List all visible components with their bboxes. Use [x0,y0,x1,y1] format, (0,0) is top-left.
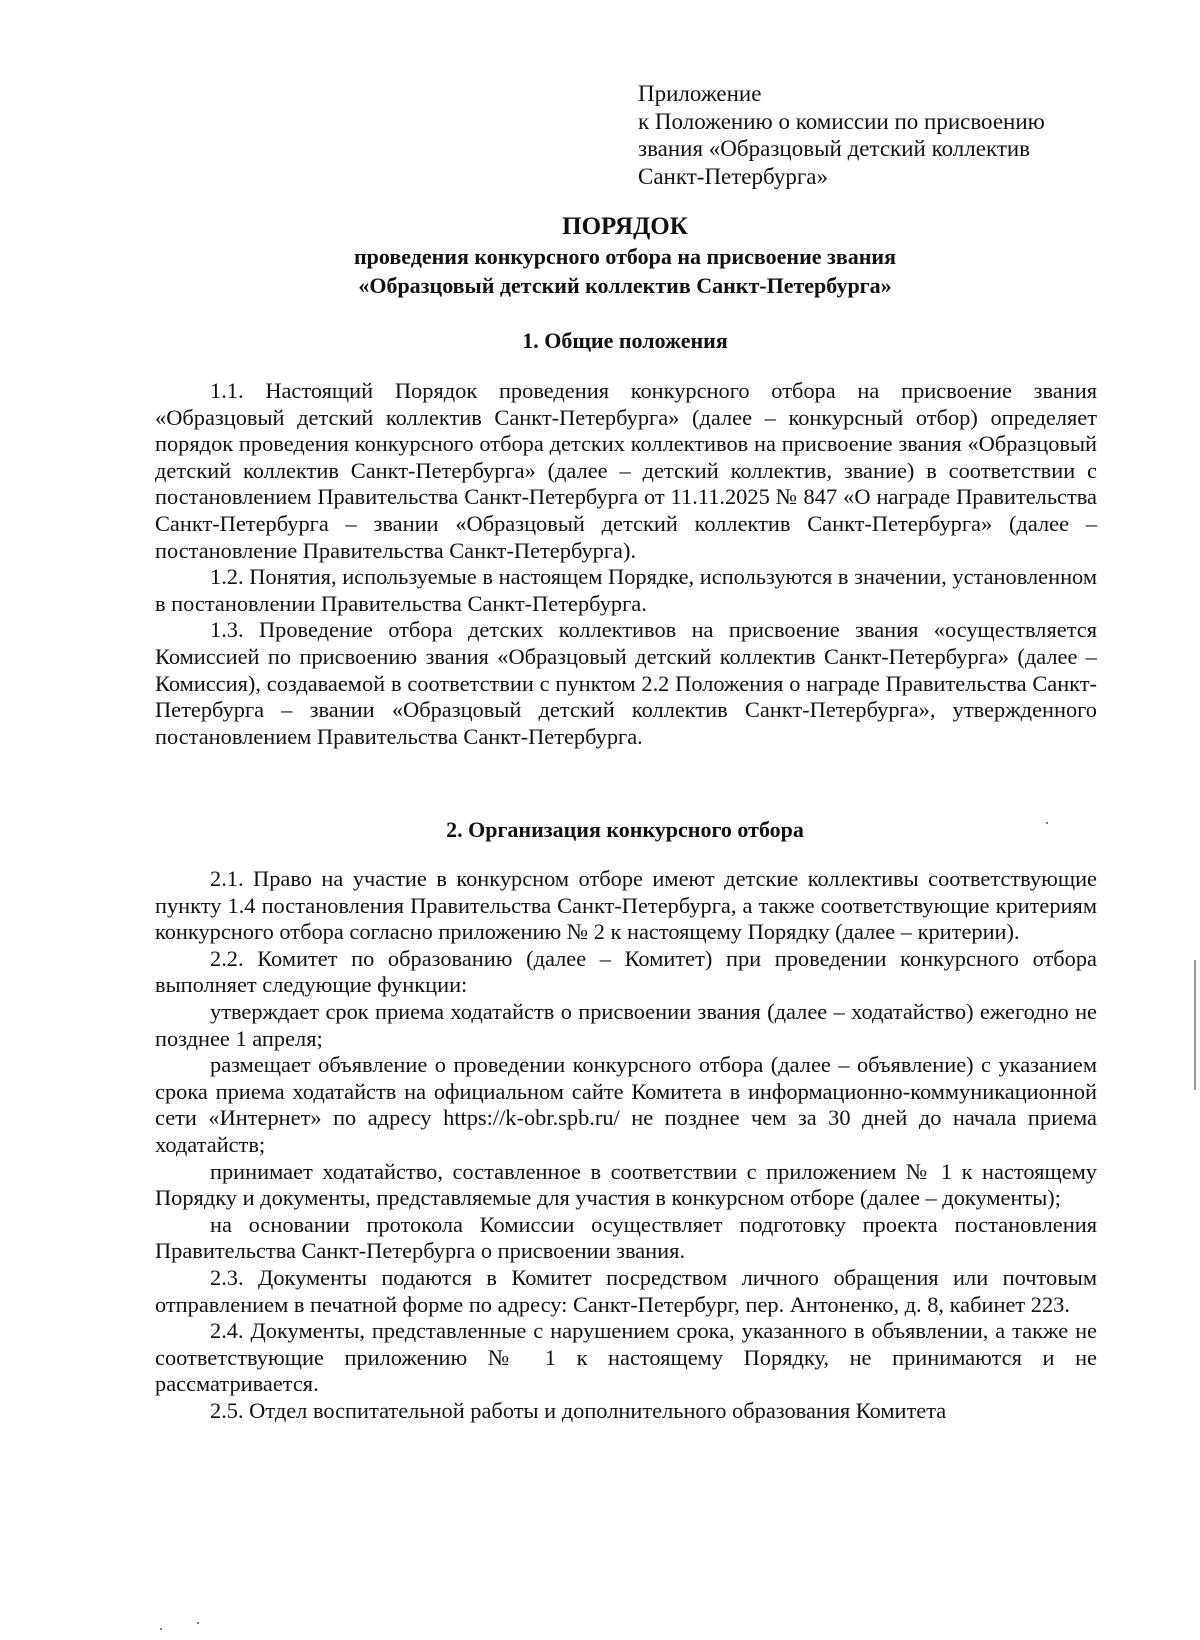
scan-edge-mark [1194,960,1196,1090]
paragraph-1-2: 1.2. Понятия, используемые в настоящем Порядке, используются в значении, установленном в постановлении Правительства Санкт-Петербурга. [155,564,1097,616]
section-1-body [155,378,1097,750]
paragraph-2-2-item-2: размещает объявление о проведении конкурсного отбора (далее – объявление) с указанием срока приема ходатайств на официальном сайте Комитета в информационно-коммуникационной сети «Интернет» по адресу https://k-obr.spb.ru/ не позднее чем за 30 дней до начала приема ходатайств; [155,1052,1097,1157]
paragraph-2-2: 2.2. Комитет по образованию (далее – Комитет) при проведении конкурсного отбора выполняет следующие функции: [155,945,1097,998]
document-title: ПОРЯДОК [562,213,688,240]
paragraph-2-2-item-1: утверждает срок приема ходатайств о присвоении звания (далее – ходатайство) ежегодно не позднее 1 апреля; [155,998,1097,1051]
appendix-line-3: звания «Образцовый детский коллектив [638,136,1031,161]
scan-speck [197,1622,199,1624]
paragraph-2-3: 2.3. Документы подаются в Комитет посредством личного обращения или почтовым отправлением в печатной форме по адресу: Санкт-Петербург, пер. Антоненко, д. 8, кабинет 223. [155,1264,1097,1317]
section-1-heading: 1. Общие положения [522,328,728,353]
appendix-line-1: Приложение [638,81,762,106]
section-2-heading: 2. Организация конкурсного отбора [446,817,804,842]
scan-speck [1046,822,1048,824]
paragraph-2-2-item-4: на основании протокола Комиссии осуществляет подготовку проекта постановления Правительства Санкт-Петербурга о присвоении звания. [155,1211,1097,1264]
paragraph-2-5: 2.5. Отдел воспитательной работы и дополнительного образования Комитета [210,1397,947,1423]
paragraph-1-1: 1.1. Настоящий Порядок проведения конкурсного отбора на присвоение звания «Образцовый детский коллектив Санкт-Петербурга» (далее – конкурсный отбор) определяет порядок проведения конкурсного отбора детских коллективов на присвоение звания «Образцовый детский коллектив Санкт-Петербурга» (далее – детский коллектив, звание) в соответствии с постановлением Правительства Санкт-Петербурга от 11.11.2025 № 847 «О награде Правительства Санкт-Петербурга – звании «Образцовый детский коллектив Санкт-Петербурга» (далее – постановление Правительства Санкт-Петербурга). [155,378,1097,563]
appendix-header [638,80,1108,190]
scan-speck [160,1628,162,1630]
paragraph-2-1: 2.1. Право на участие в конкурсном отборе имеют детские коллективы соответствующие пункту 1.4 постановления Правительства Санкт-Петербурга, а также соответствующие критериям конкурсного отбора согласно приложению № 2 к настоящему Порядку (далее – критерии). [155,866,1097,945]
section-2-body [155,866,1097,1424]
paragraph-2-4: 2.4. Документы, представленные с нарушением срока, указанного в объявлении, а также не соответствующие приложению № 1 к настоящему Порядку, не принимаются и не рассматривается. [155,1318,1097,1397]
appendix-line-4: Санкт-Петербурга» [638,163,828,189]
document-subtitle-line-2: «Образцовый детский коллектив Санкт-Петербурга» [358,273,892,298]
appendix-line-2: к Положению о комиссии по присвоению [638,108,1045,134]
paragraph-2-2-item-3: принимает ходатайство, составленное в соответствии с приложением № 1 к настоящему Порядку и документы, представляемые для участия в конкурсном отборе (далее – документы); [155,1158,1097,1211]
paragraph-1-3: 1.3. Проведение отбора детских коллективов на присвоение звания «осуществляется Комиссией по присвоению звания «Образцовый детский коллектив Санкт-Петербурга» (далее – Комиссия), создаваемой в соответствии с пунктом 2.2 Положения о награде Правительства Санкт-Петербурга – звании «Образцовый детский коллектив Санкт-Петербурга», утвержденного постановлением Правительства Санкт-Петербурга. [155,617,1097,749]
document-subtitle-line-1: проведения конкурсного отбора на присвоение звания [354,244,896,269]
